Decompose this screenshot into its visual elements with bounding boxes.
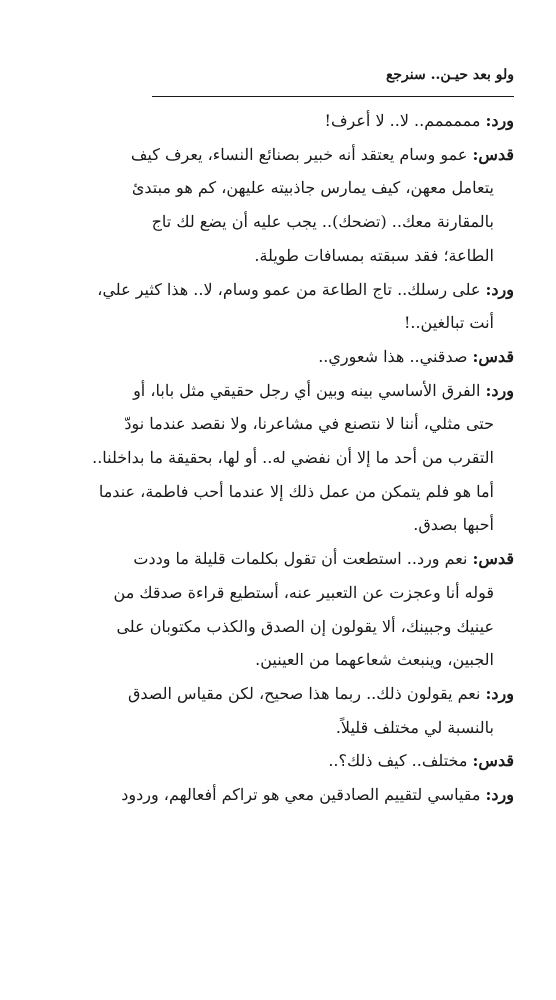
text-line: يتعامل معهن، كيف يمارس جاذبيته عليهن، كم هو مبتدئ: [131, 178, 494, 198]
speaker-label: ورد:: [485, 683, 514, 703]
line-text: نعم يقولون ذلك.. ربما هذا صحيح، لكن مقياس الصدق: [127, 683, 486, 703]
text-line: [38, 542, 514, 576]
speaker-label: ورد:: [485, 380, 514, 400]
dialogue-paragraph: [38, 374, 514, 543]
text-line: الجبين، وينبعث شعاعهما من العينين.: [255, 650, 494, 670]
text-line: [38, 677, 514, 711]
dialogue-paragraph: [38, 677, 514, 744]
speaker-label: قدس:: [472, 549, 514, 569]
line-text: مممممم.. لا.. لا أعرف!: [324, 111, 486, 130]
speaker-label: ورد:: [485, 111, 514, 130]
text-line: الطاعة؛ فقد سبقته بمسافات طويلة.: [254, 245, 494, 265]
text-line: قوله أنا وعجزت عن التعبير عنه، أستطيع قراءة صدقك من: [113, 582, 494, 602]
dialogue-paragraph: [38, 778, 514, 812]
text-line: التقرب من أحد ما إلا أن نفضي له.. أو لها، بحقيقة ما بداخلنا..: [92, 448, 494, 468]
text-line: [38, 744, 514, 778]
running-header: ولو بعد حيـن.. سنرجع: [385, 67, 514, 83]
dialogue-paragraph: [38, 273, 514, 340]
line-text: على رسلك.. تاج الطاعة من عمو وسام، لا.. هذا كثير علي،: [97, 279, 486, 299]
line-text: نعم ورد.. استطعت أن تقول بكلمات قليلة ما وددت: [133, 549, 473, 569]
text-line: بالنسبة لي مختلف قليلاً.: [335, 717, 494, 737]
text-line: [38, 138, 514, 172]
text-line: عينيك وجبينك، ألا يقولون إن الصدق والكذب مكتوبان على: [116, 616, 494, 636]
text-line: [38, 778, 514, 812]
text-line: بالمقارنة معك.. (تضحك).. يجب عليه أن يضع لك تاج: [151, 212, 494, 232]
line-text: الفرق الأساسي بينه وبين أي رجل حقيقي مثل بابا، أو: [133, 380, 486, 400]
line-text: مقياسي لتقييم الصادقين معي هو تراكم أفعالهم، وردود: [121, 785, 486, 805]
speaker-label: ورد:: [485, 785, 514, 805]
speaker-label: قدس:: [472, 144, 514, 164]
line-text: عمو وسام يعتقد أنه خبير بصنائع النساء، يعرف كيف: [130, 144, 473, 164]
dialogue-paragraph: [38, 542, 514, 677]
dialogue-paragraph: [38, 744, 514, 778]
text-line: [38, 340, 514, 374]
text-line: [38, 104, 514, 138]
dialogue-paragraph: [38, 340, 514, 374]
dialogue-paragraph: [38, 138, 514, 273]
text-line: أنت تبالغين..!: [403, 313, 494, 333]
text-line: [38, 273, 514, 307]
speaker-label: قدس:: [472, 346, 514, 366]
speaker-label: قدس:: [472, 751, 514, 771]
line-text: صدقني.. هذا شعوري..: [318, 346, 473, 366]
page-body: [38, 104, 514, 812]
text-line: أحبها بصدق.: [413, 515, 494, 535]
speaker-label: ورد:: [485, 279, 514, 299]
header-rule: [152, 96, 514, 97]
text-line: حتى مثلي، أننا لا نتصنع في مشاعرنا، ولا نقصد عندما نودّ: [124, 414, 494, 434]
text-line: أما هو فلم يتمكن من عمل ذلك إلا عندما أحب فاطمة، عندما: [98, 481, 494, 501]
line-text: مختلف.. كيف ذلك؟..: [328, 751, 473, 771]
text-line: [38, 374, 514, 408]
dialogue-paragraph: [38, 104, 514, 138]
